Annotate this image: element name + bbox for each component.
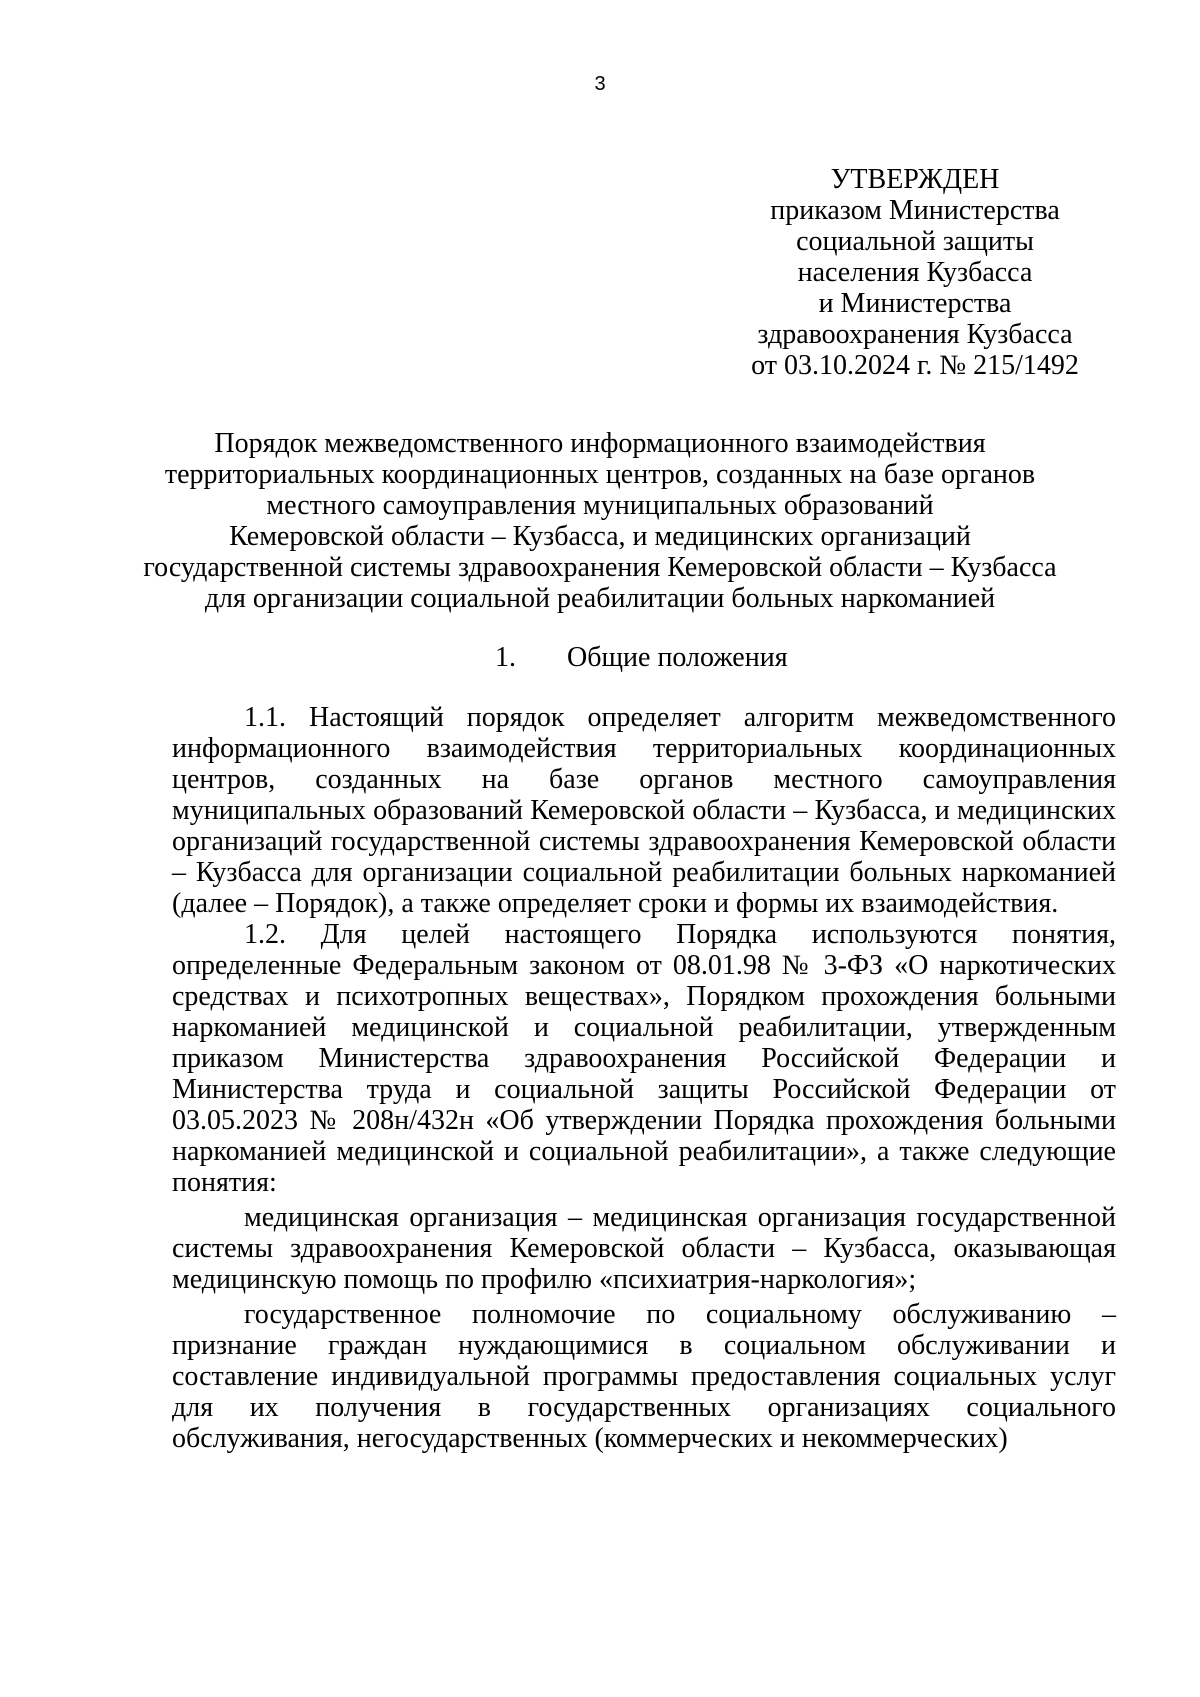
page-number: 3: [594, 73, 606, 95]
section-number: 1.: [495, 642, 516, 673]
title-line: для организации социальной реабилитации больных наркоманией: [204, 583, 996, 614]
title-line: Порядок межведомственного информационного взаимодействия: [214, 428, 986, 459]
title-line: территориальных координационных центров, созданных на базе органов: [164, 459, 1036, 490]
title-line: местного самоуправления муниципальных образований: [266, 490, 934, 521]
approval-line: приказом Министерства: [770, 195, 1060, 226]
document-body: [172, 702, 1116, 1454]
approval-line: от 03.10.2024 г. № 215/1492: [751, 350, 1079, 381]
paragraph: 1.2. Для целей настоящего Порядка используются понятия, определенные Федеральным законом от 08.01.98 № 3-ФЗ «О наркотических средствах и психотропных веществах», Порядком прохождения больными наркоманией медицинской и социальной реабилитации, утвержденным приказом Министерства здравоохранения Российской Федерации и Министерства труда и социальной защиты Российской Федерации от 03.05.2023 № 208н/432н «Об утверждении Порядка прохождения больными наркоманией медицинской и социальной реабилитации», а также следующие понятия:: [172, 919, 1116, 1198]
document-title: [90, 428, 1110, 614]
title-line: государственной системы здравоохранения Кемеровской области – Кузбасса: [143, 552, 1057, 583]
approval-line: социальной защиты: [796, 226, 1034, 257]
approval-line: и Министерства: [818, 288, 1012, 319]
title-line: Кемеровской области – Кузбасса, и медицинских организаций: [229, 521, 971, 552]
paragraph: государственное полномочие по социальному обслуживанию – признание граждан нуждающимися в социальном обслуживании и составление индивидуальной программы предоставления социальных услуг для их получения в государственных организациях социального обслуживания, негосударственных (коммерческих и некоммерческих): [172, 1299, 1116, 1454]
approval-line: УТВЕРЖДЕН: [830, 164, 1000, 195]
paragraph: 1.1. Настоящий порядок определяет алгоритм межведомственного информационного взаимодействия территориальных координационных центров, созданных на базе органов местного самоуправления муниципальных образований Кемеровской области – Кузбасса, и медицинских организаций государственной системы здравоохранения Кемеровской области – Кузбасса для организации социальной реабилитации больных наркоманией (далее – Порядок), а также определяет сроки и формы их взаимодействия.: [172, 702, 1116, 919]
paragraph: медицинская организация – медицинская организация государственной системы здравоохранения Кемеровской области – Кузбасса, оказывающая медицинскую помощь по профилю «психиатрия-наркология»;: [172, 1202, 1116, 1295]
approval-line: населения Кузбасса: [797, 257, 1033, 288]
approval-line: здравоохранения Кузбасса: [757, 319, 1073, 350]
section-heading: [495, 642, 945, 673]
section-title: Общие положения: [567, 642, 788, 673]
approval-stamp: [720, 164, 1110, 381]
